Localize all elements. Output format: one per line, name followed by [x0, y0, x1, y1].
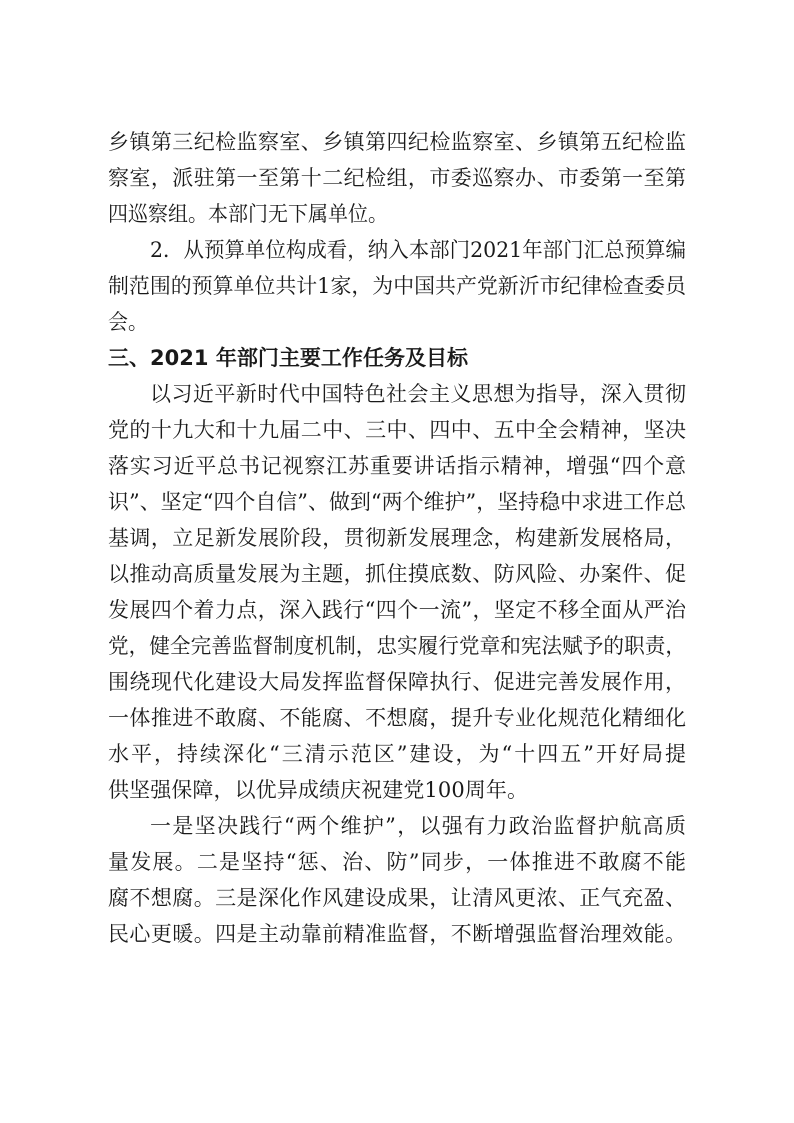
paragraph-line: 供坚强保障，以优异成绩庆祝建党100周年。 — [108, 778, 529, 802]
paragraph-line: 会。 — [108, 310, 148, 334]
paragraph-line: 发展四个着力点，深入践行“四个一流”，坚定不移全面从严治 — [108, 598, 687, 622]
paragraph-line: 以推动高质量发展为主题，抓住摸底数、防风险、办案件、促 — [108, 562, 687, 586]
paragraph-line: 一是坚决践行“两个维护”，以强有力政治监督护航高质 — [150, 814, 688, 838]
paragraph-line: 制范围的预算单位共计1家，为中国共产党新沂市纪律检查委员 — [108, 274, 686, 298]
paragraph-line: 党，健全完善监督制度机制，忠实履行党章和宪法赋予的职责， — [108, 634, 686, 658]
paragraph-line: 党的十九大和十九届二中、三中、四中、五中全会精神，坚决 — [108, 418, 687, 442]
paragraph-line: 乡镇第三纪检监察室、乡镇第四纪检监察室、乡镇第五纪检监 — [108, 130, 687, 154]
paragraph-line: 围绕现代化建设大局发挥监督保障执行、促进完善发展作用， — [108, 670, 687, 694]
paragraph-line: 识”、坚定“四个自信”、做到“两个维护”，坚持稳中求进工作总 — [108, 490, 686, 514]
paragraph-line: 以习近平新时代中国特色社会主义思想为指导，深入贯彻 — [150, 382, 687, 406]
paragraph-line: 水平，持续深化“三清示范区”建设，为“十四五”开好局提 — [108, 742, 688, 766]
paragraph-line: 落实习近平总书记视察江苏重要讲话指示精神，增强“四个意 — [108, 454, 687, 478]
paragraph-line: 四巡察组。本部门无下属单位。 — [108, 202, 388, 226]
paragraph-line: 一体推进不敢腐、不能腐、不想腐，提升专业化规范化精细化 — [108, 706, 687, 730]
paragraph-line: 腐不想腐。三是深化作风建设成果，让清风更浓、正气充盈、 — [108, 886, 687, 910]
paragraph-line: 察室，派驻第一至第十二纪检组，市委巡察办、市委第一至第 — [108, 166, 687, 190]
paragraph-line: 量发展。二是坚持“惩、治、防”同步，一体推进不敢腐不能 — [108, 850, 688, 874]
paragraph-line: 基调，立足新发展阶段，贯彻新发展理念，构建新发展格局， — [108, 526, 687, 550]
paragraph-line: 民心更暖。四是主动靠前精准监督，不断增强监督治理效能。 — [108, 922, 687, 946]
paragraph-line: 2．从预算单位构成看，纳入本部门2021年部门汇总预算编 — [150, 238, 686, 262]
section-heading: 三、2021 年部门主要工作任务及目标 — [108, 346, 469, 370]
